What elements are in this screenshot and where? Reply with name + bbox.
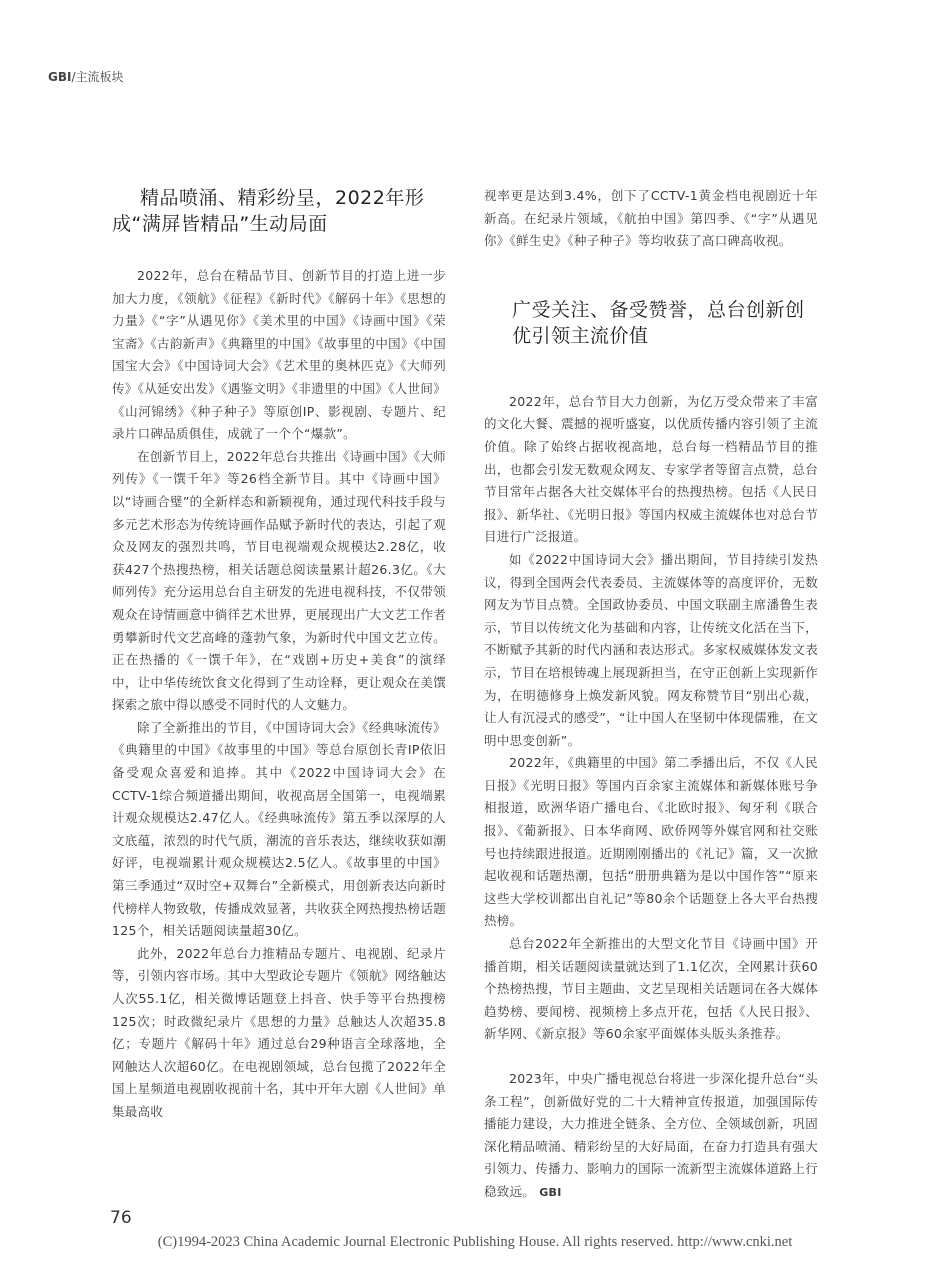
section-heading-2: 广受关注、备受赞誉，总台创新创优引领主流价值 [512, 298, 805, 347]
left-column [112, 185, 446, 1124]
continued-paragraph: 视率更是达到3.4%，创下了CCTV-1黄金档电视剧近十年新高。在纪录片领域，《航拍中国》第四季、《“字”从遇见你》《鲜生史》《种子种子》等均收获了高口碑高收视。 [484, 188, 818, 249]
copyright-footer: (C)1994-2023 China Academic Journal Electronic Publishing House. All rights reserved. http://www.cnki.net [157, 1234, 793, 1250]
paragraph: 2022年，《典籍里的中国》第二季播出后，不仅《人民日报》《光明日报》等国内百余家主流媒体和新媒体账号争相报道，欧洲华语广播电台、《北欧时报》、匈牙利《联合报》、《葡新报》、日本华商网、欧侨网等外媒官网和社交账号也持续跟进报道。近期刚刚播出的《礼记》篇，又一次掀起收视和话题热潮，包括“册册典籍为是以中国作答”“原来这些大学校训都出自礼记”等80余个话题登上各大平台热搜热榜。 [484, 755, 818, 929]
paragraph: 总台2022年全新推出的大型文化节目《诗画中国》开播首期，相关话题阅读量就达到了1.1亿次，全网累计获60个热榜热搜，节目主题曲、文艺呈现相关话题词在各大媒体趋势榜、要闻榜、视频榜上多点开花，包括《人民日报》、新华网、《新京报》等60余家平面媒体头版头条推荐。 [484, 936, 818, 1042]
end-mark: GBI [539, 1185, 562, 1199]
right-column [484, 185, 818, 1205]
paragraph: 2022年，总台节目大力创新，为亿万受众带来了丰富的文化大餐、震撼的视听盛宴，以优质传播内容引领了主流价值。除了始终占据收视高地，总台每一档精品节目的推出，也都会引发无数观众网友、专家学者等留言点赞，总台节目常年占据各大社交媒体平台的热搜热榜。包括《人民日报》、新华社、《光明日报》等国内权威主流媒体也对总台节目进行广泛报道。 [484, 393, 818, 545]
section-heading-1: 精品喷涌、精彩纷呈，2022年形成“满屏皆精品”生动局面 [112, 187, 425, 235]
paragraph: 在创新节目上，2022年总台共推出《诗画中国》《大师列传》《一馔千年》等26档全新节目。其中《诗画中国》以“诗画合璧”的全新样态和新颖视角，通过现代科技手段与多元艺术形态为传统诗画作品赋予新时代的表达，引起了观众及网友的强烈共鸣，节目电视端观众规模达2.28亿，收获427个热搜热榜，相关话题总阅读量累计超26.3亿。《大师列传》充分运用总台自主研发的先进电视科技，不仅带领观众在诗情画意中徜徉艺术世界，更展现出广大文艺工作者勇攀新时代文艺高峰的蓬勃气象，为新时代中国文艺立传。正在热播的《一馔千年》，在“戏剧+历史+美食”的演绎中，让中华传统饮食文化得到了生动诠释，更让观众在美馔探索之旅中得以感受不同时代的人文魅力。 [112, 448, 446, 713]
closing-text: 2023年，中央广播电视总台将进一步深化提升总台“头条工程”，创新做好党的二十大精神宣传报道，加强国际传播能力建设，大力推进全链条、全方位、全领域创新，巩固深化精品喷涌、精彩纷呈的大好局面，在奋力打造具有强大引领力、传播力、影响力的国际一流新型主流媒体道路上行稳致远。 [484, 1071, 818, 1199]
page-number: 76 [110, 1208, 132, 1228]
journal-brand: GBI [48, 70, 72, 84]
paragraph: 如《2022中国诗词大会》播出期间，节目持续引发热议，得到全国两会代表委员、主流媒体等的高度评价，无数网友为节目点赞。全国政协委员、中国文联副主席潘鲁生表示，节目以传统文化为基础和内容，让传统文化活在当下，不断赋予其新的时代内涵和表达形式。多家权威媒体发文表示，节目在培根铸魂上展现新担当，在守正创新上实现新作为，在明德修身上焕发新风貌。网友称赞节目“别出心裁，让人有沉浸式的感受”，“让中国人在坚韧中体现儒雅，在文明中思变创新”。 [484, 551, 818, 748]
paragraph: 此外，2022年总台力推精品专题片、电视剧、纪录片等，引领内容市场。其中大型政论专题片《领航》网络触达人次55.1亿，相关微博话题登上抖音、快手等平台热搜榜125次；时政微纪录片《思想的力量》总触达人次超35.8亿；专题片《解码十年》通过总台29种语言全球落地，全网触达人次超60亿。在电视剧领域，总台包揽了2022年全国上星频道电视剧收视前十名，其中开年大剧《人世间》单集最高收 [112, 945, 446, 1119]
running-header [48, 68, 124, 85]
section-name: 主流板块 [75, 70, 124, 84]
paragraph: 除了全新推出的节目，《中国诗词大会》《经典咏流传》《典籍里的中国》《故事里的中国》等总台原创长青IP依旧备受观众喜爱和追捧。其中《2022中国诗词大会》在CCTV-1综合频道播出期间，收视高居全国第一，电视端累计观众规模达2.47亿人。《经典咏流传》第五季以深厚的人文底蕴，浓烈的时代气质，潮流的音乐表达，继续收获如潮好评，电视端累计观众规模达2.5亿人。《故事里的中国》第三季通过“双时空+双舞台”全新模式，用创新表达向新时代榜样人物致敬，传播成效显著，共收获全网热搜热榜话题125个，相关话题阅读量超30亿。 [112, 719, 446, 939]
paragraph: 2022年，总台在精品节目、创新节目的打造上进一步加大力度，《领航》《征程》《新时代》《解码十年》《思想的力量》《“字”从遇见你》《美术里的中国》《诗画中国》《荣宝斋》《古韵新声》《典籍里的中国》《故事里的中国》《中国国宝大会》《中国诗词大会》《艺术里的奥林匹克》《大师列传》《从延安出发》《遇鉴文明》《非遗里的中国》《人世间》《山河锦绣》《种子种子》等原创IP、影视剧、专题片、纪录片口碑品质俱佳，成就了一个个“爆款”。 [112, 268, 446, 442]
header-separator: / [71, 70, 76, 84]
closing-paragraph [484, 1068, 818, 1205]
